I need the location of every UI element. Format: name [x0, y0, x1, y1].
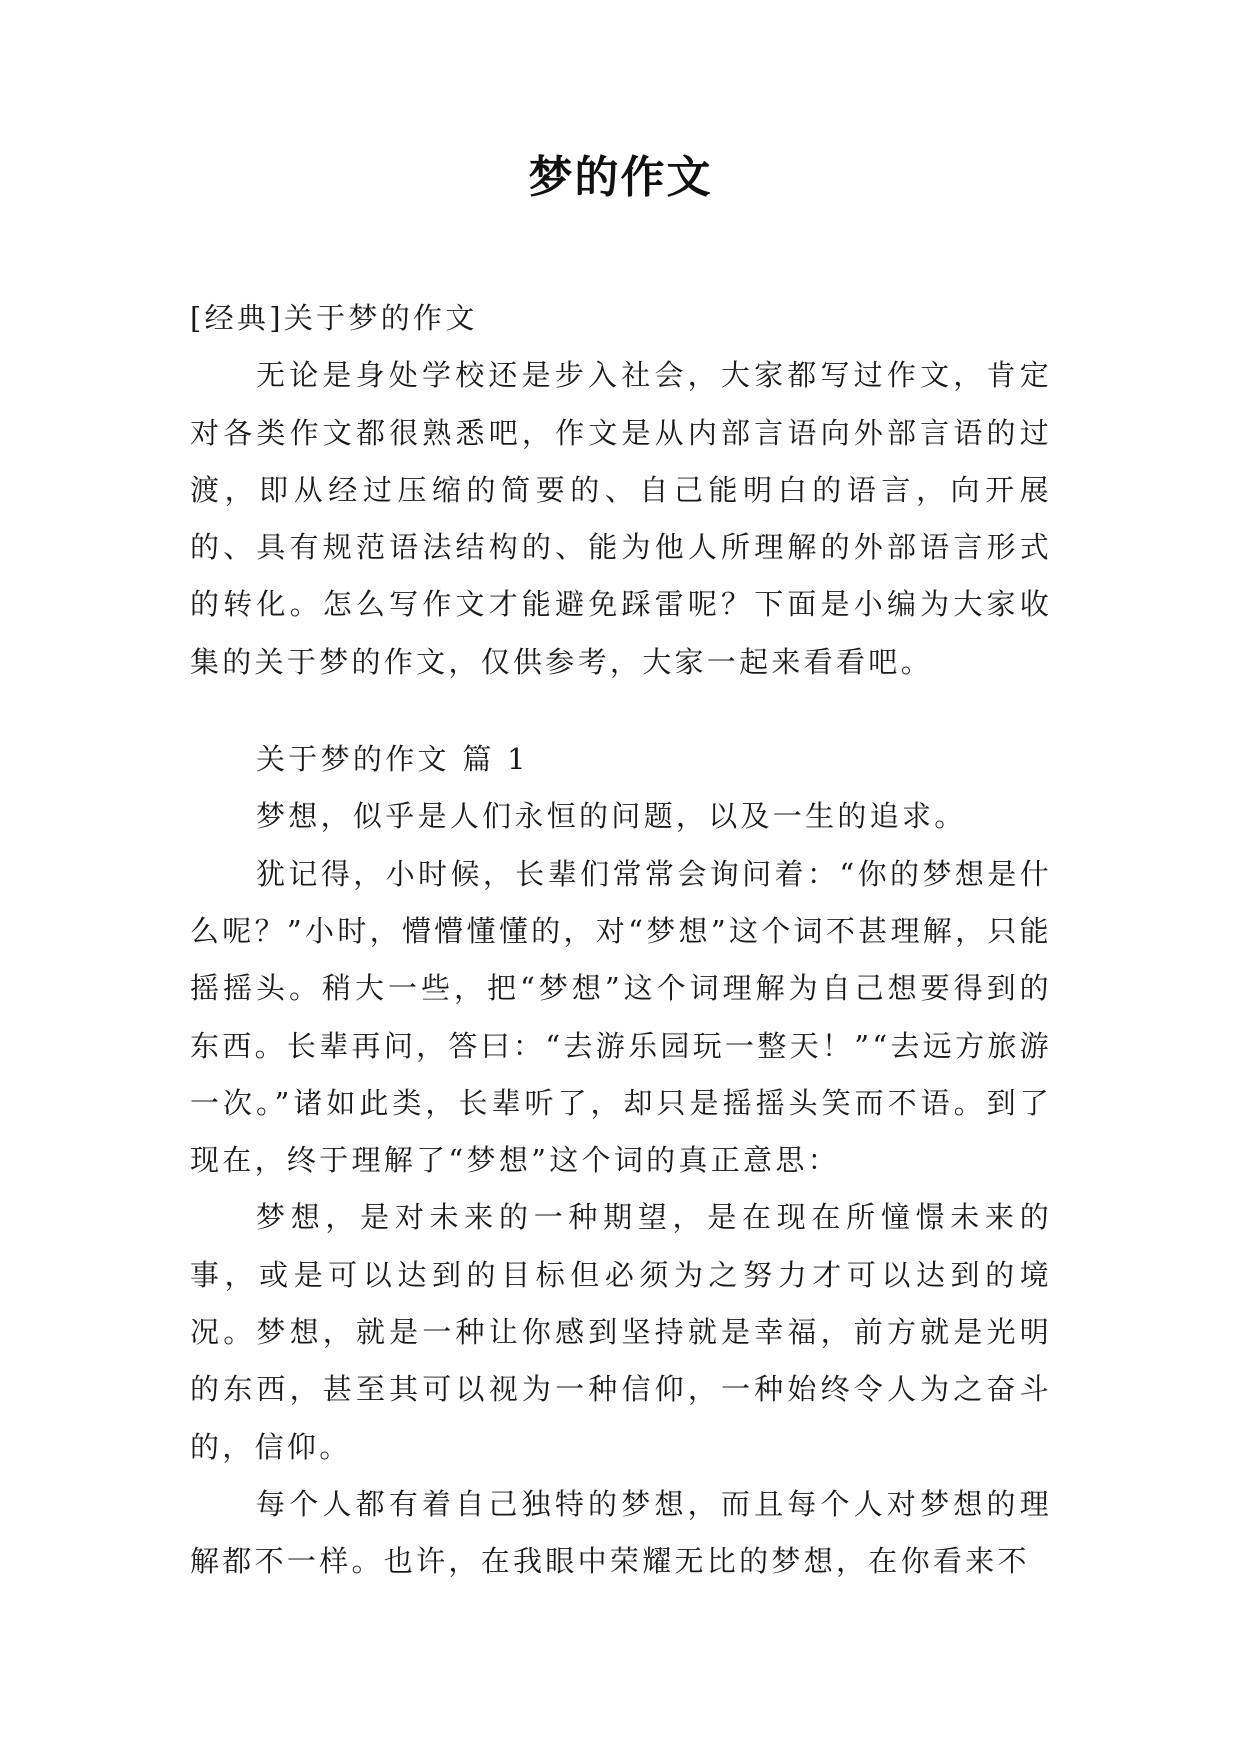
body-paragraph: 梦想，是对未来的一种期望，是在现在所憧憬未来的事，或是可以达到的目标但必须为之努力才可以达到的境况。梦想，就是一种让你感到坚持就是幸福，前方就是光明的东西，甚至其可以视为一种信仰，一种始终令人为之奋斗的，信仰。: [190, 1200, 1052, 1464]
document-body: [190, 290, 1052, 1591]
body-paragraph: 梦想，似乎是人们永恒的问题，以及一生的追求。: [256, 799, 967, 834]
intro-paragraph: 无论是身处学校还是步入社会，大家都写过作文，肯定对各类作文都很熟悉吧，作文是从内部言语向外部言语的过渡，即从经过压缩的简要的、自己能明白的语言，向开展的、具有规范语法结构的、能为他人所理解的外部语言形式的转化。怎么写作文才能避免踩雷呢？下面是小编为大家收集的关于梦的作文，仅供参考，大家一起来看看吧。: [190, 358, 1052, 679]
document-title: 梦的作文: [528, 152, 713, 203]
document-subtitle: [经典]关于梦的作文: [190, 301, 478, 335]
body-paragraph: 每个人都有着自己独特的梦想，而且每个人对梦想的理解都不一样。也许，在我眼中荣耀无比的梦想，在你看来不: [190, 1486, 1052, 1579]
body-paragraph: 犹记得，小时候，长辈们常常会询问着：“你的梦想是什么呢？”小时，懵懵懂懂的，对“梦想”这个词不甚理解，只能摇摇头。稍大一些，把“梦想”这个词理解为自己想要得到的东西。长辈再问，答曰：“去游乐园玩一整天！”“去远方旅游一次。”诸如此类，长辈听了，却只是摇摇头笑而不语。到了现在，终于理解了“梦想”这个词的真正意思：: [190, 856, 1052, 1178]
section-heading: 关于梦的作文 篇 1: [256, 742, 529, 777]
